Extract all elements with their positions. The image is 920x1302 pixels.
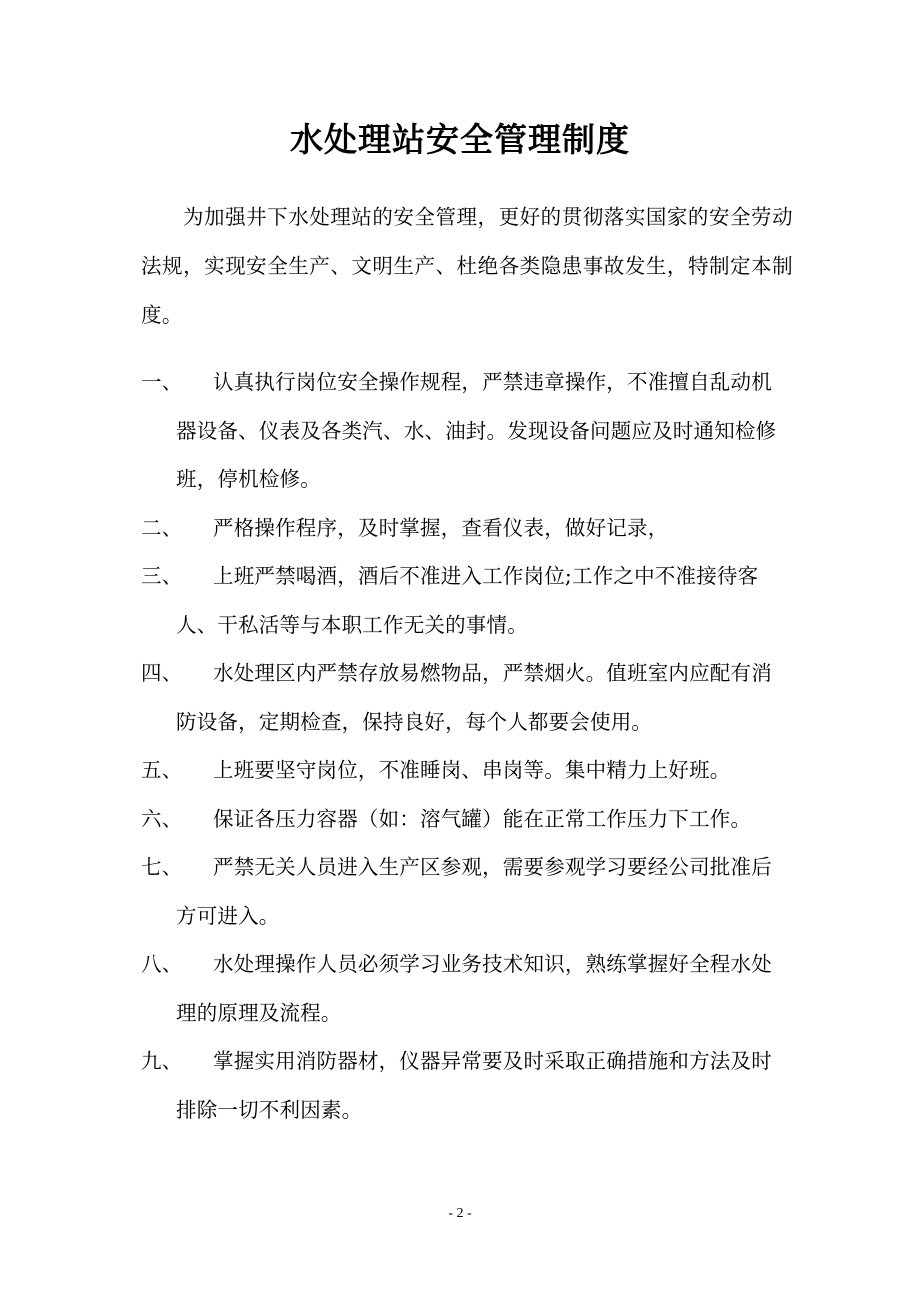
rule-text-line: 掌握实用消防器材，仪器异常要及时采取正确措施和方法及时 [213,1049,772,1073]
rule-text [176,552,801,649]
rule-item [141,746,801,795]
rule-text-continuation: 防设备，定期检查，保持良好，每个人都要会使用。 [176,709,653,734]
rule-number: 四、 [141,661,183,685]
rule-text-line: 严禁无关人员进入生产区参观，需要参观学习要经公司批准后 [213,855,772,879]
rule-item [141,504,801,553]
intro-paragraph: 为加强井下水处理站的安全管理，更好的贯彻落实国家的安全劳动法规，实现安全生产、文明生产、杜绝各类隐患事故发生，特制定本制度。 [141,205,793,327]
rule-text [213,504,801,553]
rule-text-line: 保证各压力容器（如：溶气罐）能在正常工作压力下工作。 [213,806,752,831]
rule-text-line: 水处理操作人员必须学习业务技术知识，熟练掌握好全程水处 [213,952,772,976]
rule-text [176,649,801,746]
page-number: - 2 - [448,1206,472,1221]
rule-text-continuation: 方可进入。 [176,903,280,928]
rule-text [213,795,801,844]
rule-item [141,552,801,649]
rule-text [176,358,801,504]
rule-text [176,1037,801,1134]
rule-text-line: 严格操作程序，及时掌握，查看仪表，做好记录， [213,515,669,540]
rule-text-line: 认真执行岗位安全操作规程，严禁违章操作，不准擅自乱动机 [213,370,772,394]
rule-text-continuation: 排除一切不利因素。 [176,1097,363,1122]
rule-number: 七、 [141,855,183,879]
rule-text-continuation: 理的原理及流程。 [176,1000,342,1025]
rules-list [141,358,801,1134]
rule-number: 九、 [141,1049,183,1073]
rule-text-continuation: 器设备、仪表及各类汽、水、油封。发现设备问题应及时通知检修班，停机检修。 [176,418,777,491]
rule-item [141,843,801,940]
rule-text [176,940,801,1037]
rule-item [141,940,801,1037]
rule-number: 三、 [141,564,183,588]
rule-text-continuation: 人、干私活等与本职工作无关的事情。 [176,612,528,637]
document-title: 水处理站安全管理制度 [290,120,630,159]
rule-number: 八、 [141,952,183,976]
rule-text [213,746,801,795]
rule-item [141,358,801,504]
rule-text-line: 上班严禁喝酒，酒后不准进入工作岗位;工作之中不准接待客 [213,564,759,588]
rule-text-line: 上班要坚守岗位，不准睡岗、串岗等。集中精力上好班。 [213,758,731,782]
rule-number: 二、 [141,515,183,540]
rule-text [176,843,801,940]
rule-number: 六、 [141,806,183,831]
rule-number: 一、 [141,370,183,394]
rule-text-line: 水处理区内严禁存放易燃物品，严禁烟火。值班室内应配有消 [213,661,772,685]
rule-item [141,1037,801,1134]
rule-item [141,795,801,844]
rule-number: 五、 [141,758,183,782]
rule-item [141,649,801,746]
